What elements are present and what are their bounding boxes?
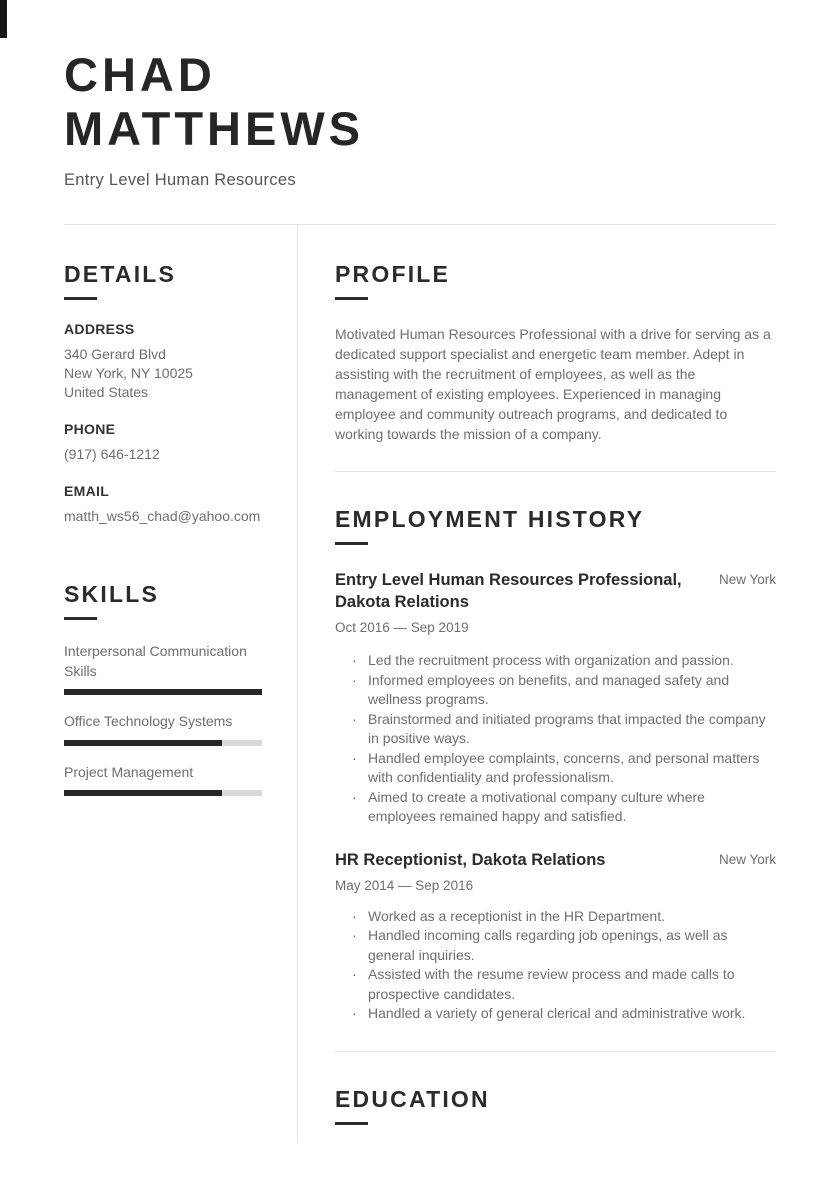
job-subtitle: Entry Level Human Resources (64, 171, 296, 189)
job-title: Entry Level Human Resources Professional, Dakota Relations (335, 571, 682, 611)
bullet-dot-icon: · (352, 966, 357, 982)
details-section (64, 260, 262, 526)
resume-body (0, 225, 840, 1143)
phone-label: PHONE (64, 421, 116, 437)
address-label: ADDRESS (64, 321, 135, 337)
name-line-1: CHAD (64, 48, 216, 101)
skill-item (64, 763, 262, 797)
bullet-dot-icon: · (352, 1005, 357, 1021)
employment-heading: EMPLOYMENT HISTORY (335, 506, 645, 532)
bullet-text: Brainstormed and initiated programs that impacted the company in positive ways. (368, 710, 766, 746)
phone-value: (917) 646-1212 (64, 446, 160, 462)
left-column (0, 225, 262, 1143)
right-column (298, 225, 840, 1143)
skill-bar-fill (64, 689, 262, 695)
bullet-item (335, 710, 776, 749)
skill-bar-fill (64, 790, 222, 796)
bullet-dot-icon: · (352, 927, 357, 943)
bullet-list (335, 651, 776, 827)
job-location: New York (718, 851, 776, 867)
bullet-item (335, 926, 776, 965)
name-heading (64, 48, 776, 156)
skills-list (64, 642, 262, 796)
bullet-dot-icon: · (352, 652, 357, 668)
skill-item (64, 642, 262, 695)
section-divider (335, 1051, 776, 1052)
address-line: 340 Gerard Blvd (64, 346, 166, 362)
skill-label: Office Technology Systems (64, 713, 233, 729)
email-value: matth_ws56_chad@yahoo.com (64, 508, 261, 524)
heading-underline (335, 297, 368, 300)
heading-underline (335, 1122, 368, 1125)
bullet-dot-icon: · (352, 749, 357, 766)
education-heading: EDUCATION (335, 1085, 490, 1112)
address-block (64, 345, 262, 402)
bullet-text: Led the recruitment process with organization and passion. (368, 652, 734, 668)
bullet-text: Handled a variety of general clerical and administrative work. (368, 1005, 746, 1021)
employment-section (335, 505, 776, 1024)
job-location: New York (718, 572, 776, 587)
bullet-text: Aimed to create a motivational company culture where employees remained happy and satisfied. (368, 788, 705, 824)
resume-header (0, 0, 840, 190)
skill-bar-fill (64, 740, 222, 746)
job-dates: Oct 2016 — Sep 2019 (335, 620, 469, 635)
job-item (335, 849, 776, 1024)
bullet-dot-icon: · (352, 671, 357, 688)
bullet-text: Informed employees on benefits, and managed safety and wellness programs. (368, 671, 730, 707)
address-line: United States (64, 384, 149, 400)
profile-section (335, 260, 776, 444)
name-line-2: MATTHEWS (64, 102, 365, 155)
skill-item (64, 712, 262, 746)
job-header (335, 849, 776, 871)
email-label: EMAIL (64, 483, 110, 499)
skills-heading: SKILLS (64, 581, 159, 607)
skills-section (64, 580, 262, 796)
heading-underline (64, 617, 97, 620)
bullet-item (335, 749, 776, 788)
bullet-text: Assisted with the resume review process and made calls to prospective candidates. (368, 966, 735, 1002)
page-corner-mark (0, 0, 7, 38)
skill-label: Project Management (64, 763, 194, 780)
bullet-dot-icon: · (352, 907, 357, 924)
skill-label: Interpersonal Communication Skills (64, 643, 247, 679)
address-line: New York, NY 10025 (64, 365, 193, 381)
skill-bar-track (64, 740, 262, 746)
bullet-item (335, 651, 776, 671)
bullet-item (335, 1004, 776, 1024)
bullet-text: Worked as a receptionist in the HR Department. (368, 907, 665, 924)
bullet-dot-icon: · (352, 710, 357, 727)
bullet-item (335, 965, 776, 1004)
job-dates: May 2014 — Sep 2016 (335, 877, 474, 893)
job-item (335, 569, 776, 827)
education-section (335, 1085, 776, 1125)
bullet-list (335, 907, 776, 1024)
job-title: HR Receptionist, Dakota Relations (335, 850, 606, 869)
heading-underline (335, 542, 368, 545)
bullet-text: Handled employee complaints, concerns, and personal matters with confidentiality and professionalism. (368, 749, 760, 785)
bullet-dot-icon: · (352, 788, 357, 805)
profile-heading: PROFILE (335, 261, 451, 287)
bullet-item (335, 671, 776, 710)
job-header (335, 569, 776, 613)
bullet-item (335, 907, 776, 927)
details-heading: DETAILS (64, 261, 177, 287)
skill-bar-track (64, 689, 262, 695)
bullet-item (335, 788, 776, 827)
profile-text: Motivated Human Resources Professional with a drive for serving as a dedicated support specialist and energetic team member. Adept in assisting with the recruitment of employees, as well as the management of existing employees. Experienced in managing employee and community outreach programs, and dedicated to working towards the mission of a company. (335, 326, 771, 442)
bullet-text: Handled incoming calls regarding job openings, as well as general inquiries. (368, 927, 728, 963)
heading-underline (64, 297, 97, 300)
section-divider (335, 471, 776, 472)
skill-bar-track (64, 790, 262, 796)
